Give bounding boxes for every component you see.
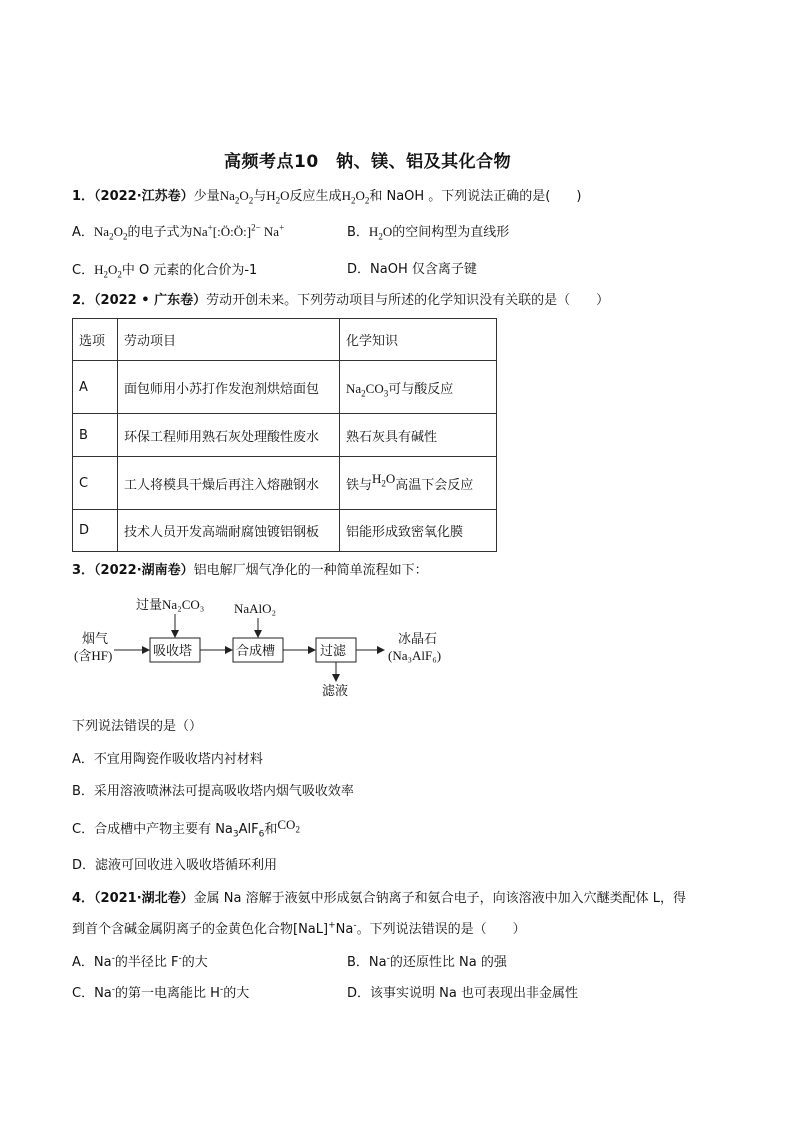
q3-option-b: B．采用溶液喷淋法可提高吸收塔内烟气吸收效率 — [72, 784, 354, 799]
q2-table — [72, 318, 497, 552]
option-label: D． — [347, 262, 371, 277]
option-label: A． — [72, 225, 94, 240]
q3-option-d: D．滤液可回收进入吸收塔循环利用 — [72, 858, 278, 873]
q3-number: 3． — [72, 563, 95, 578]
table-cell: 工人将模具干燥后再注入熔融钢水 — [118, 457, 340, 510]
q4-text: 。下列说法错误的是（ ） — [356, 922, 526, 937]
option-label: B． — [347, 225, 369, 240]
table-header: 选项 — [73, 319, 118, 361]
option-text: B．Na — [347, 955, 387, 970]
q1-formula-h2o2: $H_2O_2$ — [341, 188, 370, 206]
q1-option-a — [72, 223, 284, 242]
option-text: 的第一电离能比 H — [115, 986, 220, 1001]
table-header: 劳动项目 — [118, 319, 340, 361]
q4-option-d: D．该事实说明 Na 也可表现出非金属性 — [347, 986, 578, 1001]
q1-formula-na2o2: $Na_2O_2$ — [219, 188, 254, 206]
flow-box-1-label: 吸收塔 — [153, 643, 193, 658]
table-row — [73, 457, 497, 510]
flow-add-1: 过量Na₂CO₃ — [136, 597, 205, 612]
q3-source: （2022·湖南卷） — [94, 563, 194, 578]
option-text: 的还原性比 Na 的强 — [389, 955, 507, 970]
table-cell: 铝能形成致密氧化膜 — [340, 510, 497, 552]
q2-number: 2． — [72, 293, 95, 308]
q3-option-c: C．合成槽中产物主要有 $Na_3AlF_6$和$CO_2$ — [72, 817, 300, 840]
cell-text: 高温下会反应 — [395, 477, 474, 493]
flow-waste: 滤液 — [322, 683, 349, 698]
q3-question: 下列说法错误的是（） — [72, 719, 203, 734]
option-text: 的电子式为 — [127, 225, 193, 240]
q3-stem — [72, 562, 428, 580]
q4-stem-line2: 到首个含碱金属阴离子的金黄色化合物[NaL]+Na-。下列说法错误的是（ ） — [72, 920, 526, 937]
option-text: 的大 — [181, 955, 208, 970]
q4-text: Na — [335, 922, 354, 937]
option-text: 和 — [264, 822, 278, 837]
q4-text: 到首个含碱金属阴离子的金黄色化合物[NaL] — [72, 922, 329, 937]
q1-stem — [72, 187, 581, 206]
table-cell: A — [73, 361, 118, 414]
option-text: 的大 — [223, 986, 250, 1001]
q1-option-c — [72, 261, 257, 280]
page-title: 高频考点10 钠、镁、铝及其化合物 — [224, 152, 512, 172]
table-row — [73, 414, 497, 457]
table-cell: B — [73, 414, 118, 457]
table-header-row — [73, 319, 497, 361]
q1-text: 少量 — [193, 189, 220, 204]
option-text: AlF — [238, 822, 259, 837]
option-text: A．Na — [72, 955, 112, 970]
formula: $H_2O_2$ — [94, 262, 122, 280]
q1-option-d — [347, 261, 477, 279]
table-cell: 环保工程师用熟石灰处理酸性废水 — [118, 414, 340, 457]
q4-number: 4． — [72, 891, 95, 906]
table-cell: 面包师用小苏打作发泡剂烘焙面包 — [118, 361, 340, 414]
table-cell: D — [73, 510, 118, 552]
q3-option-a: A．不宜用陶瓷作吸收塔内衬材料 — [72, 752, 263, 767]
option-text: NaOH 仅含离子键 — [370, 262, 477, 277]
option-label: C． — [72, 263, 95, 278]
electron-formula: Na+[:Ö:Ö:]$^{2-}$ Na+ — [192, 222, 285, 239]
flow-product-1: 冰晶石 — [398, 631, 438, 646]
option-text: 中 O 元素的化合价为-1 — [121, 263, 258, 278]
q3-flow-diagram — [68, 592, 488, 702]
q2-text: 劳动开创未来。下列劳动项目与所述的化学知识没有关联的是（ ） — [206, 293, 610, 308]
flow-product-2: (Na₃AlF₆) — [388, 648, 442, 663]
q4-option-a: A．Na-的半径比 F-的大 — [72, 953, 208, 970]
q4-option-b: B．Na-的还原性比 Na 的强 — [347, 953, 507, 970]
table-row — [73, 361, 497, 414]
option-text: 的空间构型为直线形 — [392, 225, 510, 240]
formula: $H_2O$ — [368, 224, 393, 242]
q4-source: （2021·湖北卷） — [94, 891, 194, 906]
table-row — [73, 510, 497, 552]
table-cell: 铁与$H_2O$高温下会反应 — [340, 457, 497, 510]
flow-input-1: 烟气 — [82, 631, 109, 646]
q2-source: （2022 • 广东卷） — [94, 293, 207, 308]
option-text: C．Na — [72, 986, 112, 1001]
table-cell: C — [73, 457, 118, 510]
table-cell: 技术人员开发高端耐腐蚀镀铝钢板 — [118, 510, 340, 552]
q1-number: 1． — [72, 189, 95, 204]
q4-stem-line1 — [72, 890, 686, 908]
option-text: 的半径比 F — [114, 955, 179, 970]
q1-text: 与 — [253, 189, 267, 204]
flow-box-3-label: 过滤 — [320, 643, 347, 658]
table-cell: $Na_2CO_3$可与酸反应 — [340, 361, 497, 414]
q1-text: 和 NaOH 。下列说法正确的是( ) — [369, 189, 582, 204]
flow-box-2-label: 合成槽 — [236, 643, 276, 658]
cell-text: 可与酸反应 — [388, 381, 454, 397]
flow-add-2: NaAlO₂ — [234, 601, 277, 616]
table-cell: 熟石灰具有碱性 — [340, 414, 497, 457]
flow-input-2: (含HF) — [74, 648, 113, 663]
q4-text: 金属 Na 溶解于液氨中形成氨合钠离子和氨合电子，向该溶液中加入穴醚类配体 L，得 — [193, 891, 687, 906]
q1-text: 反应生成 — [289, 189, 342, 204]
q1-formula-h2o: $H_2O$ — [266, 188, 290, 206]
formula: $Na_2O_2$ — [93, 224, 128, 242]
q2-stem — [72, 292, 609, 310]
q1-option-b — [347, 223, 509, 242]
q1-source: （2022·江苏卷） — [94, 189, 194, 204]
option-text: C．合成槽中产物主要有 Na — [72, 822, 233, 837]
q3-text: 铝电解厂烟气净化的一种简单流程如下： — [193, 563, 428, 578]
table-header: 化学知识 — [340, 319, 497, 361]
cell-text: 铁与 — [346, 477, 373, 493]
q4-option-c: C．Na-的第一电离能比 H-的大 — [72, 984, 250, 1001]
